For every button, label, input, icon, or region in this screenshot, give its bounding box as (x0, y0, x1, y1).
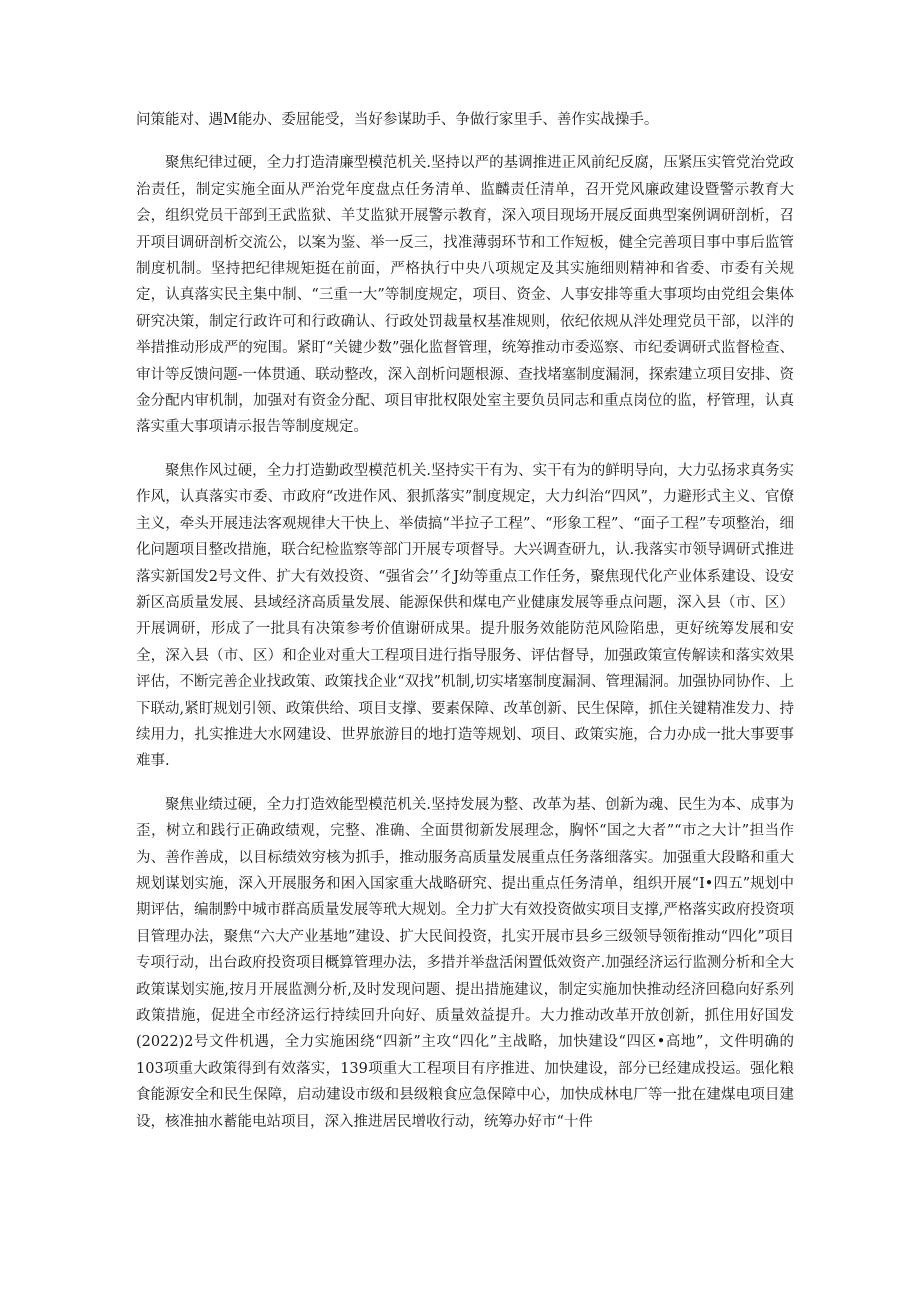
paragraph-discipline: 聚焦纪律过硬，全力打造清廉型模范机关.坚持以严的基调推进正风前纪反腐，压紧压实管党治党政治责任，制定实施全面从严治党年度盘点任务清单、监麟责任清单，召开党风廉政建设暨警示教育大会，组织党员干部到王武监狱、羊艾监狱开展警示教育，深入项目现场开展反面典型案例调研剖析，召开项目调研剖析交流公，以案为鉴、举一反三，找准薄弱环节和工作短板，健全完善项目事中事后监管制度机制。坚持把纪律规矩挺在前面，严格执行中央八项规定及其实施细则精神和省委、市委有关规定，认真落实民主集中制、“三重一大”等制度规定，项目、资金、人事安排等重大事项均由党组会集体研究决策，制定行政许可和行政确认、行政处罚裁量权基准规则，依纪依规从泮处理党员干部，以泮的举措推动形成严的宛围。紧盯“关键少数”强化监督管理，统筹推动市委巡察、市纪委调研式监督检查、审计等反馈问题-一体贯通、联动整改，深入剖析问题根源、查找堵塞制度漏洞，探索建立项目安排、资金分配内审机制，加强对有资金分配、项目审批权限处室主要负员同志和重点岗位的监，杼管理，认真落实重大事项请示报告等制度规定。 (136, 155, 794, 436)
paragraph-work-style: 聚焦作风过硬，全力打造勤政型模范机关.坚持实干有为、实干有为的鲜明导向，大力弘扬求真务实作风，认真落实市委、市政府“改进作风、狠抓落实”制度规定，大力纠治“四风”，力避形式主义、官僚主义，牵头开展违法客观规律大干快上、举债搞“半拉子工程”、“形象工程”、“面子工程”专项整治，细化问题项目整改措施，联合纪检监察等部门开展专项督导。大兴调查研九，认.我落实市领导调研式推进落实新国发2号文件、扩大有效投资、“强省会’’彳J幼等重点工作任务，聚焦现代化产业体系建设、设安新区高质量发展、县域经济高质量发展、能源保供和煤电产业健康发展等垂点问题，深入县（市、区）开展调研，形成了一批具有决策参考价值谢研成果。提升服务效能防范风险陷患，更好统筹发展和安全，深入县（市、区）和企业对重大工程项目进行指导服务、评估督导，加强政策宣传解读和落实效果评估，不断完善企业找政策、政策找企业“双找”机制,切实堵塞制度漏洞、管理漏洞。加强协同协作、上下联动,紧盯规划引领、政策供给、项目支撑、要素保障、改革创新、民生保障，抓住关键精准发力、持续用力，扎实推进大水网建设、世界旅游目的地打造等规划、项目、政策实施，合力办成一批大事要事难事. (136, 462, 794, 770)
document-body (136, 107, 794, 1152)
paragraph-performance: 聚焦业绩过硬，全力打造效能型模范机关.坚持发展为整、改革为基、创新为魂、民生为本、成事为歪，树立和践行正确政绩观，完整、准确、全面贯彻新发展理念，胸怀“国之大者”“市之大计”担当作为、善作善成，以目标绩效穷核为抓手，推动服务高质量发展重点任务落细落实。加强重大段略和重大规划谋划实施，深入开展服务和困入国家重大战略研究、提出重点任务清单，组织开展“I•四五”规划中期评估，编制黔中城市群高质量发展等玳大规划。全力扩大有效投资做实项目支撑,严格落实政府投资项目管理办法，聚焦“六大产业基地”建设、扩大民间投资，扎实开展市县乡三级领导领衔推动“四化”项目专项行动，出台政府投资项目概算管理办法，多措并举盘活闲置低效资产.加强经济运行监测分析和全大政策谋划实施,按月开展监测分析,及时发现问题、提出措施建议，制定实施加快推动经济回稳向好系列政策措施，促进全市经济运行持续回升向好、质量效益提升。大力推动改革开放创新，抓住用好国发(2022)2号文件机遇，全力实施困绕“四新”主攻“四化”主战略，加快建设“四区•高地”，文件明确的103项重大政策得到有效落实，139项重大工程项目有序推进、加快建设，部分已经建成投运。强化粮食能源安全和民生保障，启动建设市级和县级粮食应急保障中心，加快成林电厂等一批在建煤电项目建设，核准抽水蓄能电站项目，深入推进居民增收行动，统筹办好市“十件 (136, 796, 794, 1130)
paragraph-continuation: 问策能对、遇M能办、委屈能受，当好参谋助手、争做行家里手、善作实战操手。 (136, 112, 659, 128)
